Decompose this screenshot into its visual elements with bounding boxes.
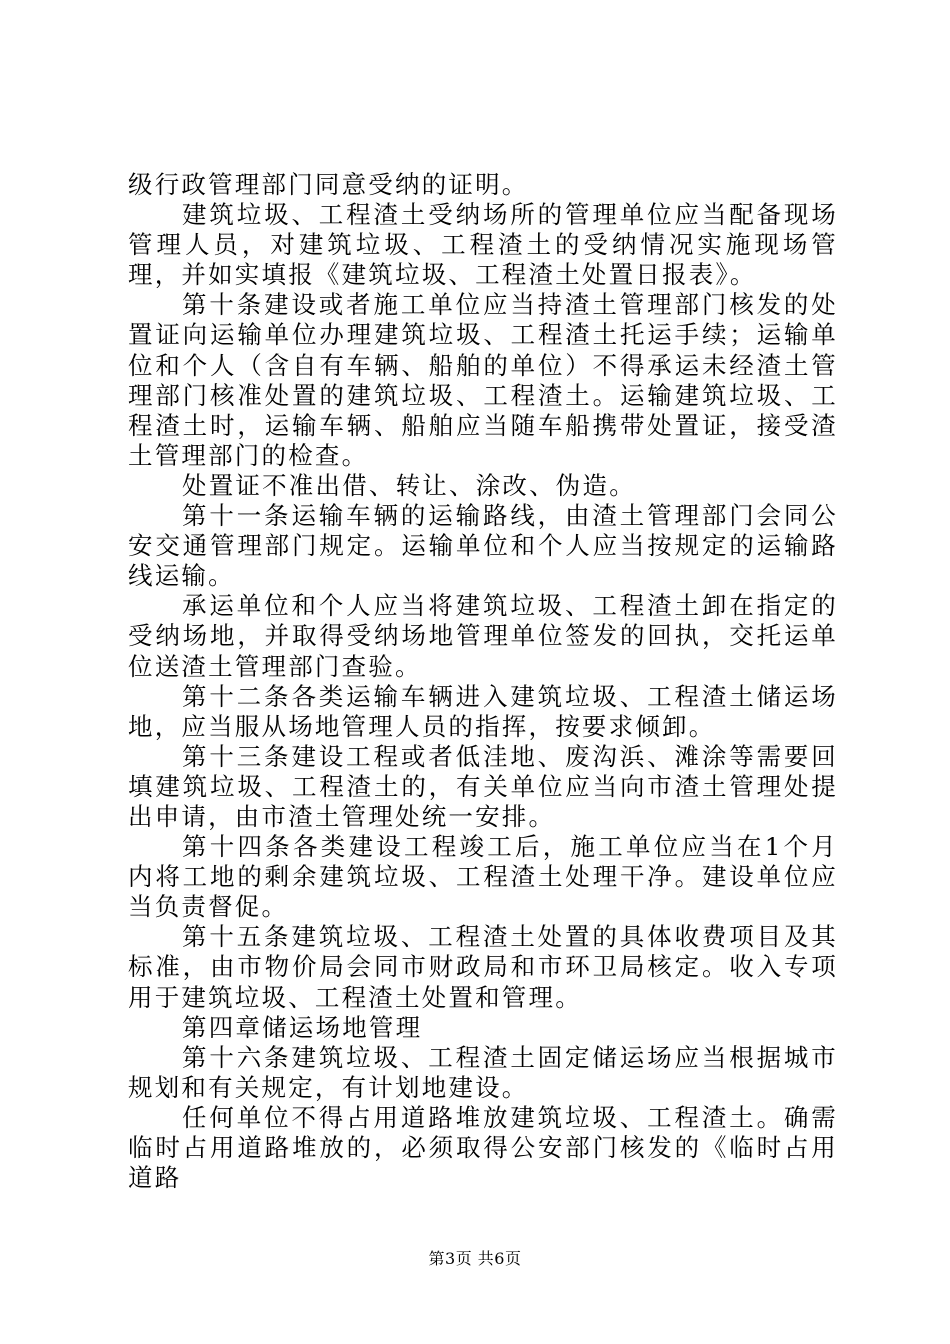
- paragraph: 第十条建设或者施工单位应当持渣土管理部门核发的处置证向运输单位办理建筑垃圾、工程渣土托运手续；运输单位和个人（含自有车辆、船舶的单位）不得承运未经渣土管理部门核准处置的建筑垃圾、工程渣土。运输建筑垃圾、工程渣土时，运输车辆、船舶应当随车船携带处置证，接受渣土管理部门的检查。: [128, 290, 838, 470]
- paragraph: 第十一条运输车辆的运输路线，由渣土管理部门会同公安交通管理部门规定。运输单位和个人应当按规定的运输路线运输。: [128, 501, 838, 591]
- paragraph: 第十二条各类运输车辆进入建筑垃圾、工程渣土储运场地，应当服从场地管理人员的指挥，按要求倾卸。: [128, 681, 838, 741]
- document-body: [128, 170, 838, 1193]
- paragraph: 第十五条建筑垃圾、工程渣土处置的具体收费项目及其标准，由市物价局会同市财政局和市环卫局核定。收入专项用于建筑垃圾、工程渣土处置和管理。: [128, 922, 838, 1012]
- paragraph: 第十三条建设工程或者低洼地、废沟浜、滩涂等需要回填建筑垃圾、工程渣土的，有关单位应当向市渣土管理处提出申请，由市渣土管理处统一安排。: [128, 741, 838, 831]
- paragraph: 承运单位和个人应当将建筑垃圾、工程渣土卸在指定的受纳场地，并取得受纳场地管理单位签发的回执，交托运单位送渣土管理部门查验。: [128, 591, 838, 681]
- chapter-heading: 第四章储运场地管理: [182, 1012, 423, 1042]
- paragraph: 建筑垃圾、工程渣土受纳场所的管理单位应当配备现场管理人员，对建筑垃圾、工程渣土的受纳情况实施现场管理，并如实填报《建筑垃圾、工程渣土处置日报表》。: [128, 200, 838, 290]
- page-number-footer: 第3页 共6页: [428, 1249, 522, 1268]
- paragraph: 级行政管理部门同意受纳的证明。: [128, 170, 529, 199]
- paragraph: 任何单位不得占用道路堆放建筑垃圾、工程渣土。确需临时占用道路堆放的，必须取得公安部门核发的《临时占用道路: [128, 1102, 838, 1193]
- paragraph: 处置证不准出借、转让、涂改、伪造。: [182, 470, 636, 500]
- paragraph: 第十四条各类建设工程竣工后，施工单位应当在1个月内将工地的剩余建筑垃圾、工程渣土处理干净。建设单位应当负责督促。: [128, 832, 838, 922]
- paragraph: 第十六条建筑垃圾、工程渣土固定储运场应当根据城市规划和有关规定，有计划地建设。: [128, 1042, 838, 1102]
